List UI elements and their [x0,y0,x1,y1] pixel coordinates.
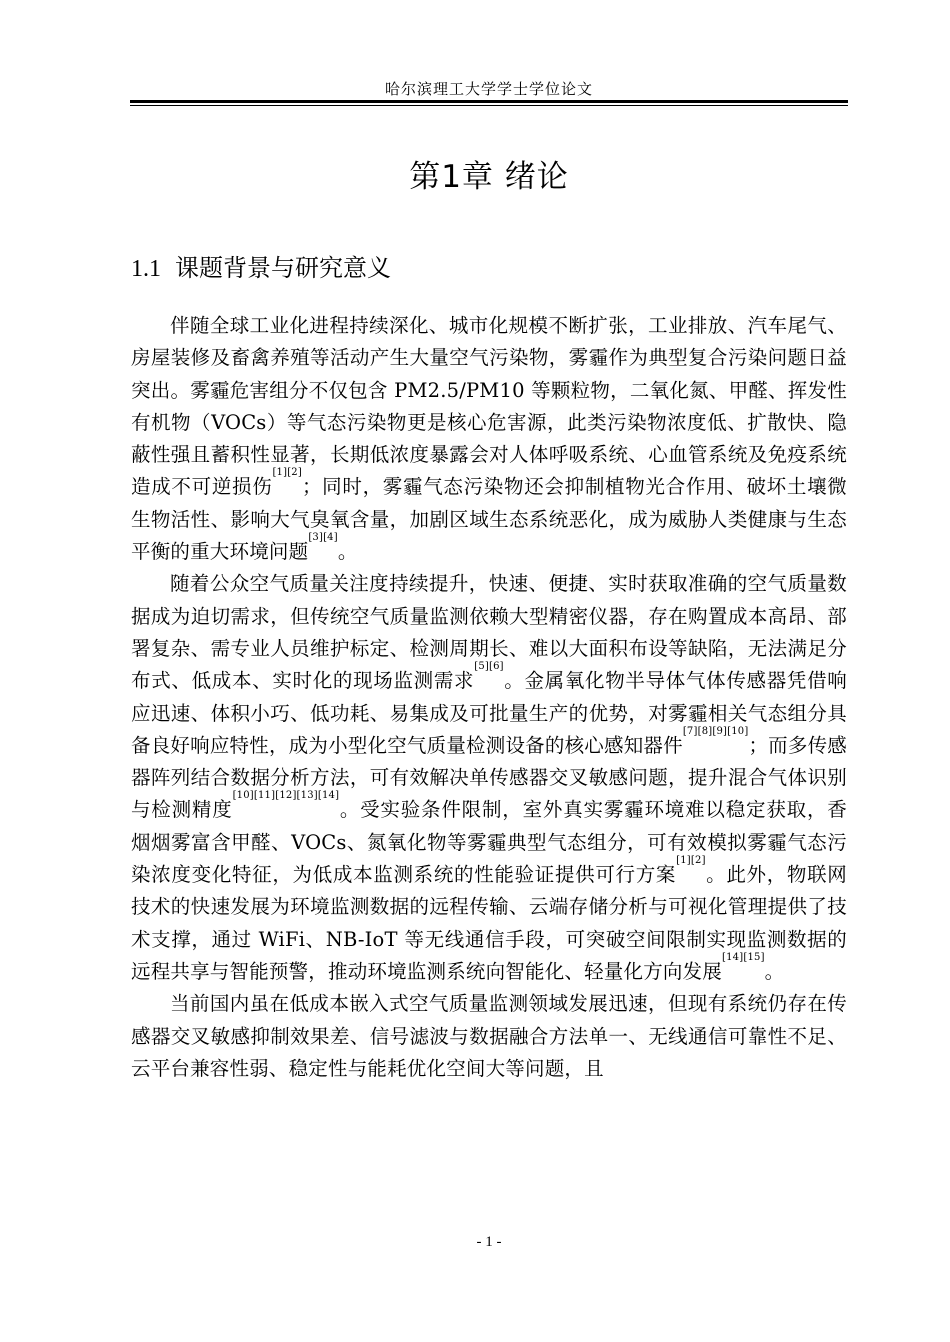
paragraph-2 [131,568,847,988]
page-number: - 1 - [476,1234,502,1250]
citation-ref: [1][2] [676,855,706,867]
section-heading [131,248,391,283]
citation-ref: [1][2] [272,467,302,479]
paragraph-text: 。金属氧化物半导体气体传感器凭借响应迅速、体积小巧、低功耗、易集成及可批量生产的优势，对雾霾相关气态组分具备良好响应特性，成为小型化空气质量检测设备的核心感知器件 [131,669,847,757]
citation-ref: [14][15] [722,951,765,963]
paragraph-3 [131,988,847,1085]
header-rule-thin [130,105,848,106]
paragraph-text: 。此外，物联网技术的快速发展为环境监测数据的远程传输、云端存储分析与可视化管理提供了技术支撑，通过 WiFi、NB-IoT 等无线通信手段，可突破空间限制实现监测数据的远程共享与智能预警，推动环境监测系统向智能化、轻量化方向发展 [131,863,848,983]
citation-ref: [5][6] [474,661,504,673]
citation-ref: [7][8][9][10] [682,725,749,737]
paragraph-1 [131,310,847,568]
citation-ref: [10][11][12][13][14] [232,790,340,802]
section-title: 课题背景与研究意义 [175,254,391,282]
paragraph-text: 。 [337,540,358,564]
paragraph-text: 当前国内虽在低成本嵌入式空气质量监测领域发展迅速，但现有系统仍存在传感器交叉敏感抑制效果差、信号滤波与数据融合方法单一、无线通信可靠性不足、云平台兼容性弱、稳定性与能耗优化空间大等问题，且 [131,992,847,1080]
paragraph-text: 伴随全球工业化进程持续深化、城市化规模不断扩张，工业排放、汽车尾气、房屋装修及畜禽养殖等活动产生大量空气污染物，雾霾作为典型复合污染问题日益突出。雾霾危害组分不仅包含 PM2.5/PM10 等颗粒物，二氧化氮、甲醛、挥发性有机物（VOCs）等气态污染物更是核心危害源，此类污染物浓度低、扩散快、隐蔽性强且蓄积性显著，长期低浓度暴露会对人体呼吸系统、心血管系统及免疫系统造成不可逆损伤 [131,314,847,499]
paragraph-text: 。受实验条件限制，室外真实雾霾环境难以稳定获取，香烟烟雾富含甲醛、VOCs、氮氧化物等雾霾典型气态组分，可有效模拟雾霾气态污染浓度变化特征，为低成本监测系统的性能验证提供可行方案 [131,798,847,887]
chapter-title: 第1章 绪论 [409,159,569,195]
paragraph-text: 。 [764,959,785,983]
paragraph-text: 随着公众空气质量关注度持续提升，快速、便捷、实时获取准确的空气质量数据成为迫切需求，但传统空气质量监测依赖大型精密仪器，存在购置成本高昂、部署复杂、需专业人员维护标定、检测周期长、难以大面积布设等缺陷，无法满足分布式、低成本、实时化的现场监测需求 [131,572,847,693]
header-rule-thick [130,100,848,103]
section-number: 1.1 [131,256,161,282]
paragraph-text: ；同时，雾霾气态污染物还会抑制植物光合作用、破坏土壤微生物活性、影响大气臭氧含量，加剧区域生态系统恶化，成为威胁人类健康与生态平衡的重大环境问题 [131,475,847,564]
body-text [131,310,847,1085]
running-header: 哈尔滨理工大学学士学位论文 [384,80,593,98]
citation-ref: [3][4] [308,532,338,544]
paragraph-text: ；而多传感器阵列结合数据分析方法，可有效解决单传感器交叉敏感问题，提升混合气体识别与检测精度 [131,733,847,822]
